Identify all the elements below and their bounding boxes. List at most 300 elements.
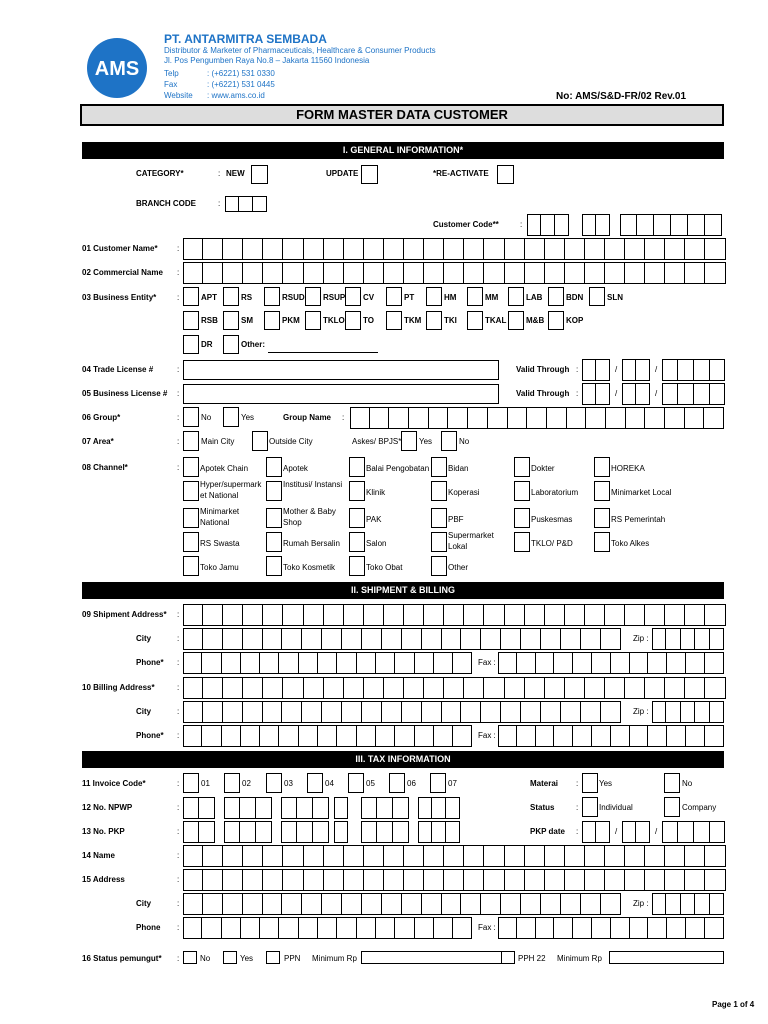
char-cell[interactable] (501, 893, 521, 915)
char-cell[interactable] (565, 262, 585, 284)
char-cell[interactable] (337, 652, 356, 674)
tax-name-cells[interactable] (183, 845, 726, 867)
entity-checkbox[interactable] (223, 311, 239, 330)
status-company-checkbox[interactable] (664, 797, 680, 817)
char-cell[interactable] (344, 845, 364, 867)
channel-checkbox[interactable] (431, 556, 447, 576)
group-yes-checkbox[interactable] (223, 407, 239, 427)
pkp-cells-6[interactable] (418, 821, 460, 843)
char-cell[interactable] (344, 262, 364, 284)
char-cell[interactable] (263, 262, 283, 284)
char-cell[interactable] (547, 407, 567, 429)
char-cell[interactable] (318, 725, 337, 747)
char-cell[interactable] (685, 407, 705, 429)
char-cell[interactable] (422, 701, 442, 723)
char-cell[interactable] (626, 407, 646, 429)
char-cell[interactable] (395, 917, 414, 939)
billing-phone-cells[interactable] (183, 725, 472, 747)
char-cell[interactable] (501, 628, 521, 650)
char-cell[interactable] (223, 628, 243, 650)
char-cell[interactable] (545, 238, 565, 260)
pph22-checkbox[interactable] (501, 951, 515, 964)
char-cell[interactable] (545, 845, 565, 867)
char-cell[interactable] (434, 917, 453, 939)
char-cell[interactable] (536, 917, 555, 939)
char-cell[interactable] (444, 869, 464, 891)
char-cell[interactable] (223, 893, 243, 915)
char-cell[interactable] (521, 628, 541, 650)
entity-checkbox[interactable] (467, 287, 483, 306)
channel-checkbox[interactable] (349, 481, 365, 501)
char-cell[interactable] (203, 845, 223, 867)
char-cell[interactable] (243, 262, 263, 284)
char-cell[interactable] (705, 677, 725, 699)
char-cell[interactable] (395, 725, 414, 747)
char-cell[interactable] (183, 604, 203, 626)
char-cell[interactable] (545, 869, 565, 891)
char-cell[interactable] (342, 701, 362, 723)
char-cell[interactable] (681, 701, 695, 723)
tax-phone-cells[interactable] (183, 917, 472, 939)
char-cell[interactable] (318, 652, 337, 674)
channel-checkbox[interactable] (266, 481, 282, 501)
char-cell[interactable] (625, 845, 645, 867)
entity-checkbox[interactable] (426, 287, 442, 306)
char-cell[interactable] (263, 238, 283, 260)
channel-checkbox[interactable] (431, 508, 447, 528)
char-cell[interactable] (665, 869, 685, 891)
char-cell[interactable] (222, 652, 241, 674)
char-cell[interactable] (429, 407, 449, 429)
char-cell[interactable] (625, 604, 645, 626)
char-cell[interactable] (648, 917, 667, 939)
char-cell[interactable] (666, 893, 680, 915)
char-cell[interactable] (505, 869, 525, 891)
char-cell[interactable] (389, 407, 409, 429)
char-cell[interactable] (283, 604, 303, 626)
char-cell[interactable] (648, 652, 667, 674)
char-cell[interactable] (652, 628, 666, 650)
tax-address-cells[interactable] (183, 869, 726, 891)
channel-checkbox[interactable] (349, 532, 365, 552)
channel-checkbox[interactable] (514, 532, 530, 552)
char-cell[interactable] (488, 407, 508, 429)
char-cell[interactable] (183, 893, 203, 915)
char-cell[interactable] (652, 893, 666, 915)
shipment-zip-cells[interactable] (652, 628, 724, 650)
char-cell[interactable] (481, 628, 501, 650)
char-cell[interactable] (384, 604, 404, 626)
char-cell[interactable] (525, 604, 545, 626)
char-cell[interactable] (554, 917, 573, 939)
char-cell[interactable] (304, 869, 324, 891)
char-cell[interactable] (243, 677, 263, 699)
char-cell[interactable] (424, 845, 444, 867)
char-cell[interactable] (444, 262, 464, 284)
npwp-cells-5[interactable] (361, 797, 409, 819)
trade-license-date-dd[interactable] (582, 359, 610, 381)
group-no-checkbox[interactable] (183, 407, 199, 427)
char-cell[interactable] (652, 701, 666, 723)
char-cell[interactable] (686, 652, 705, 674)
char-cell[interactable] (581, 701, 601, 723)
char-cell[interactable] (498, 917, 517, 939)
char-cell[interactable] (424, 604, 444, 626)
char-cell[interactable] (468, 407, 488, 429)
char-cell[interactable] (605, 677, 625, 699)
char-cell[interactable] (243, 869, 263, 891)
char-cell[interactable] (592, 725, 611, 747)
char-cell[interactable] (282, 893, 302, 915)
char-cell[interactable] (541, 628, 561, 650)
entity-checkbox[interactable] (386, 311, 402, 330)
char-cell[interactable] (704, 407, 724, 429)
char-cell[interactable] (223, 701, 243, 723)
char-cell[interactable] (705, 725, 724, 747)
char-cell[interactable] (376, 725, 395, 747)
channel-checkbox[interactable] (183, 556, 199, 576)
invoice-code-checkbox[interactable] (348, 773, 364, 793)
char-cell[interactable] (648, 725, 667, 747)
char-cell[interactable] (565, 604, 585, 626)
char-cell[interactable] (384, 238, 404, 260)
char-cell[interactable] (384, 845, 404, 867)
char-cell[interactable] (263, 893, 283, 915)
char-cell[interactable] (464, 262, 484, 284)
entity-checkbox[interactable] (223, 287, 239, 306)
char-cell[interactable] (243, 604, 263, 626)
pkp-date-yy[interactable] (662, 821, 725, 843)
char-cell[interactable] (464, 845, 484, 867)
char-cell[interactable] (573, 725, 592, 747)
char-cell[interactable] (283, 869, 303, 891)
business-license-field[interactable] (183, 384, 499, 404)
char-cell[interactable] (565, 845, 585, 867)
customer-code-cells-1[interactable] (527, 214, 569, 236)
entity-checkbox-dr[interactable] (183, 335, 199, 354)
char-cell[interactable] (561, 628, 581, 650)
char-cell[interactable] (536, 652, 555, 674)
pkp-cells-3[interactable] (281, 821, 329, 843)
char-cell[interactable] (404, 845, 424, 867)
char-cell[interactable] (404, 262, 424, 284)
char-cell[interactable] (434, 652, 453, 674)
char-cell[interactable] (183, 869, 203, 891)
char-cell[interactable] (695, 893, 709, 915)
customer-code-cells-3[interactable] (620, 214, 722, 236)
char-cell[interactable] (241, 725, 260, 747)
char-cell[interactable] (565, 238, 585, 260)
char-cell[interactable] (202, 917, 221, 939)
char-cell[interactable] (382, 628, 402, 650)
char-cell[interactable] (517, 725, 536, 747)
branch-code-cells[interactable] (225, 196, 267, 212)
char-cell[interactable] (605, 869, 625, 891)
char-cell[interactable] (561, 893, 581, 915)
char-cell[interactable] (322, 893, 342, 915)
char-cell[interactable] (705, 869, 725, 891)
char-cell[interactable] (183, 917, 202, 939)
entity-checkbox[interactable] (305, 287, 321, 306)
channel-checkbox[interactable] (594, 457, 610, 477)
char-cell[interactable] (710, 701, 724, 723)
char-cell[interactable] (223, 238, 243, 260)
char-cell[interactable] (545, 262, 565, 284)
char-cell[interactable] (573, 917, 592, 939)
char-cell[interactable] (263, 604, 283, 626)
tax-fax-cells[interactable] (498, 917, 724, 939)
char-cell[interactable] (415, 652, 434, 674)
char-cell[interactable] (302, 701, 322, 723)
char-cell[interactable] (705, 917, 724, 939)
char-cell[interactable] (279, 725, 298, 747)
char-cell[interactable] (695, 628, 709, 650)
char-cell[interactable] (505, 845, 525, 867)
char-cell[interactable] (382, 893, 402, 915)
char-cell[interactable] (630, 917, 649, 939)
char-cell[interactable] (364, 604, 384, 626)
channel-checkbox[interactable] (349, 508, 365, 528)
char-cell[interactable] (565, 869, 585, 891)
char-cell[interactable] (203, 701, 223, 723)
entity-checkbox[interactable] (508, 287, 524, 306)
char-cell[interactable] (404, 604, 424, 626)
char-cell[interactable] (322, 701, 342, 723)
entity-checkbox[interactable] (305, 311, 321, 330)
char-cell[interactable] (260, 725, 279, 747)
npwp-cells-6[interactable] (418, 797, 460, 819)
char-cell[interactable] (461, 893, 481, 915)
channel-checkbox[interactable] (266, 532, 282, 552)
char-cell[interactable] (498, 652, 517, 674)
char-cell[interactable] (625, 869, 645, 891)
tax-zip-cells[interactable] (652, 893, 724, 915)
char-cell[interactable] (279, 652, 298, 674)
char-cell[interactable] (561, 701, 581, 723)
char-cell[interactable] (444, 677, 464, 699)
char-cell[interactable] (362, 628, 382, 650)
char-cell[interactable] (243, 845, 263, 867)
channel-checkbox[interactable] (183, 532, 199, 552)
char-cell[interactable] (384, 677, 404, 699)
char-cell[interactable] (263, 845, 283, 867)
billing-zip-cells[interactable] (652, 701, 724, 723)
char-cell[interactable] (484, 262, 504, 284)
char-cell[interactable] (625, 262, 645, 284)
char-cell[interactable] (304, 238, 324, 260)
char-cell[interactable] (202, 652, 221, 674)
customer-name-cells[interactable] (183, 238, 726, 260)
char-cell[interactable] (424, 238, 444, 260)
char-cell[interactable] (404, 869, 424, 891)
char-cell[interactable] (585, 869, 605, 891)
char-cell[interactable] (464, 238, 484, 260)
char-cell[interactable] (685, 869, 705, 891)
char-cell[interactable] (362, 701, 382, 723)
char-cell[interactable] (424, 677, 444, 699)
channel-checkbox[interactable] (183, 508, 199, 528)
char-cell[interactable] (364, 845, 384, 867)
char-cell[interactable] (342, 628, 362, 650)
char-cell[interactable] (517, 917, 536, 939)
char-cell[interactable] (283, 262, 303, 284)
char-cell[interactable] (263, 677, 283, 699)
char-cell[interactable] (376, 917, 395, 939)
char-cell[interactable] (585, 262, 605, 284)
char-cell[interactable] (318, 917, 337, 939)
char-cell[interactable] (402, 893, 422, 915)
char-cell[interactable] (521, 701, 541, 723)
char-cell[interactable] (344, 238, 364, 260)
char-cell[interactable] (442, 701, 462, 723)
char-cell[interactable] (223, 845, 243, 867)
char-cell[interactable] (223, 677, 243, 699)
char-cell[interactable] (203, 893, 223, 915)
char-cell[interactable] (605, 238, 625, 260)
char-cell[interactable] (605, 604, 625, 626)
pkp-cells-1[interactable] (183, 821, 215, 843)
update-checkbox[interactable] (361, 165, 378, 184)
group-name-cells[interactable] (350, 407, 724, 429)
char-cell[interactable] (554, 652, 573, 674)
char-cell[interactable] (344, 604, 364, 626)
entity-checkbox[interactable] (508, 311, 524, 330)
char-cell[interactable] (384, 869, 404, 891)
char-cell[interactable] (630, 725, 649, 747)
char-cell[interactable] (585, 238, 605, 260)
pkp-cells-5[interactable] (361, 821, 409, 843)
main-city-checkbox[interactable] (183, 431, 199, 451)
entity-checkbox-other[interactable] (223, 335, 239, 354)
char-cell[interactable] (498, 725, 517, 747)
char-cell[interactable] (422, 628, 442, 650)
char-cell[interactable] (601, 628, 621, 650)
char-cell[interactable] (453, 652, 472, 674)
char-cell[interactable] (402, 628, 422, 650)
char-cell[interactable] (203, 238, 223, 260)
char-cell[interactable] (324, 869, 344, 891)
char-cell[interactable] (686, 917, 705, 939)
char-cell[interactable] (448, 407, 468, 429)
char-cell[interactable] (376, 652, 395, 674)
channel-checkbox[interactable] (349, 556, 365, 576)
char-cell[interactable] (434, 725, 453, 747)
char-cell[interactable] (525, 869, 545, 891)
char-cell[interactable] (183, 845, 203, 867)
char-cell[interactable] (645, 869, 665, 891)
npwp-cells-3[interactable] (281, 797, 329, 819)
entity-checkbox[interactable] (426, 311, 442, 330)
char-cell[interactable] (202, 725, 221, 747)
char-cell[interactable] (581, 893, 601, 915)
channel-checkbox[interactable] (594, 508, 610, 528)
char-cell[interactable] (601, 893, 621, 915)
char-cell[interactable] (203, 628, 223, 650)
char-cell[interactable] (525, 262, 545, 284)
invoice-code-checkbox[interactable] (307, 773, 323, 793)
materai-yes-checkbox[interactable] (582, 773, 598, 793)
char-cell[interactable] (517, 652, 536, 674)
shipment-fax-cells[interactable] (498, 652, 724, 674)
char-cell[interactable] (357, 917, 376, 939)
entity-checkbox[interactable] (183, 287, 199, 306)
char-cell[interactable] (283, 238, 303, 260)
shipment-phone-cells[interactable] (183, 652, 472, 674)
channel-checkbox[interactable] (183, 481, 199, 501)
char-cell[interactable] (415, 725, 434, 747)
char-cell[interactable] (667, 725, 686, 747)
materai-no-checkbox[interactable] (664, 773, 680, 793)
char-cell[interactable] (665, 677, 685, 699)
char-cell[interactable] (505, 262, 525, 284)
char-cell[interactable] (554, 725, 573, 747)
char-cell[interactable] (282, 701, 302, 723)
char-cell[interactable] (453, 725, 472, 747)
ppn-checkbox[interactable] (266, 951, 280, 964)
char-cell[interactable] (183, 701, 203, 723)
char-cell[interactable] (666, 701, 680, 723)
char-cell[interactable] (484, 238, 504, 260)
customer-code-cells-2[interactable] (582, 214, 610, 236)
char-cell[interactable] (337, 917, 356, 939)
pkp-date-mm[interactable] (622, 821, 650, 843)
char-cell[interactable] (585, 677, 605, 699)
char-cell[interactable] (444, 238, 464, 260)
char-cell[interactable] (243, 701, 263, 723)
askes-yes-checkbox[interactable] (401, 431, 417, 451)
char-cell[interactable] (370, 407, 390, 429)
char-cell[interactable] (222, 725, 241, 747)
commercial-name-cells[interactable] (183, 262, 726, 284)
tax-city-cells[interactable] (183, 893, 621, 915)
char-cell[interactable] (508, 407, 528, 429)
char-cell[interactable] (395, 652, 414, 674)
char-cell[interactable] (342, 893, 362, 915)
char-cell[interactable] (344, 677, 364, 699)
npwp-cells-1[interactable] (183, 797, 215, 819)
char-cell[interactable] (645, 407, 665, 429)
char-cell[interactable] (243, 628, 263, 650)
char-cell[interactable] (695, 701, 709, 723)
char-cell[interactable] (442, 628, 462, 650)
char-cell[interactable] (681, 628, 695, 650)
entity-checkbox[interactable] (589, 287, 605, 306)
char-cell[interactable] (681, 893, 695, 915)
char-cell[interactable] (444, 845, 464, 867)
char-cell[interactable] (505, 604, 525, 626)
char-cell[interactable] (630, 652, 649, 674)
channel-checkbox[interactable] (594, 481, 610, 501)
char-cell[interactable] (705, 845, 725, 867)
char-cell[interactable] (484, 869, 504, 891)
char-cell[interactable] (665, 845, 685, 867)
trade-license-date-mm[interactable] (622, 359, 650, 381)
char-cell[interactable] (685, 238, 705, 260)
char-cell[interactable] (203, 677, 223, 699)
char-cell[interactable] (223, 869, 243, 891)
char-cell[interactable] (243, 238, 263, 260)
char-cell[interactable] (324, 238, 344, 260)
business-license-date-mm[interactable] (622, 383, 650, 405)
char-cell[interactable] (382, 701, 402, 723)
char-cell[interactable] (279, 917, 298, 939)
entity-checkbox[interactable] (264, 287, 280, 306)
char-cell[interactable] (527, 407, 547, 429)
billing-address-cells[interactable] (183, 677, 726, 699)
char-cell[interactable] (304, 604, 324, 626)
char-cell[interactable] (645, 677, 665, 699)
char-cell[interactable] (645, 238, 665, 260)
